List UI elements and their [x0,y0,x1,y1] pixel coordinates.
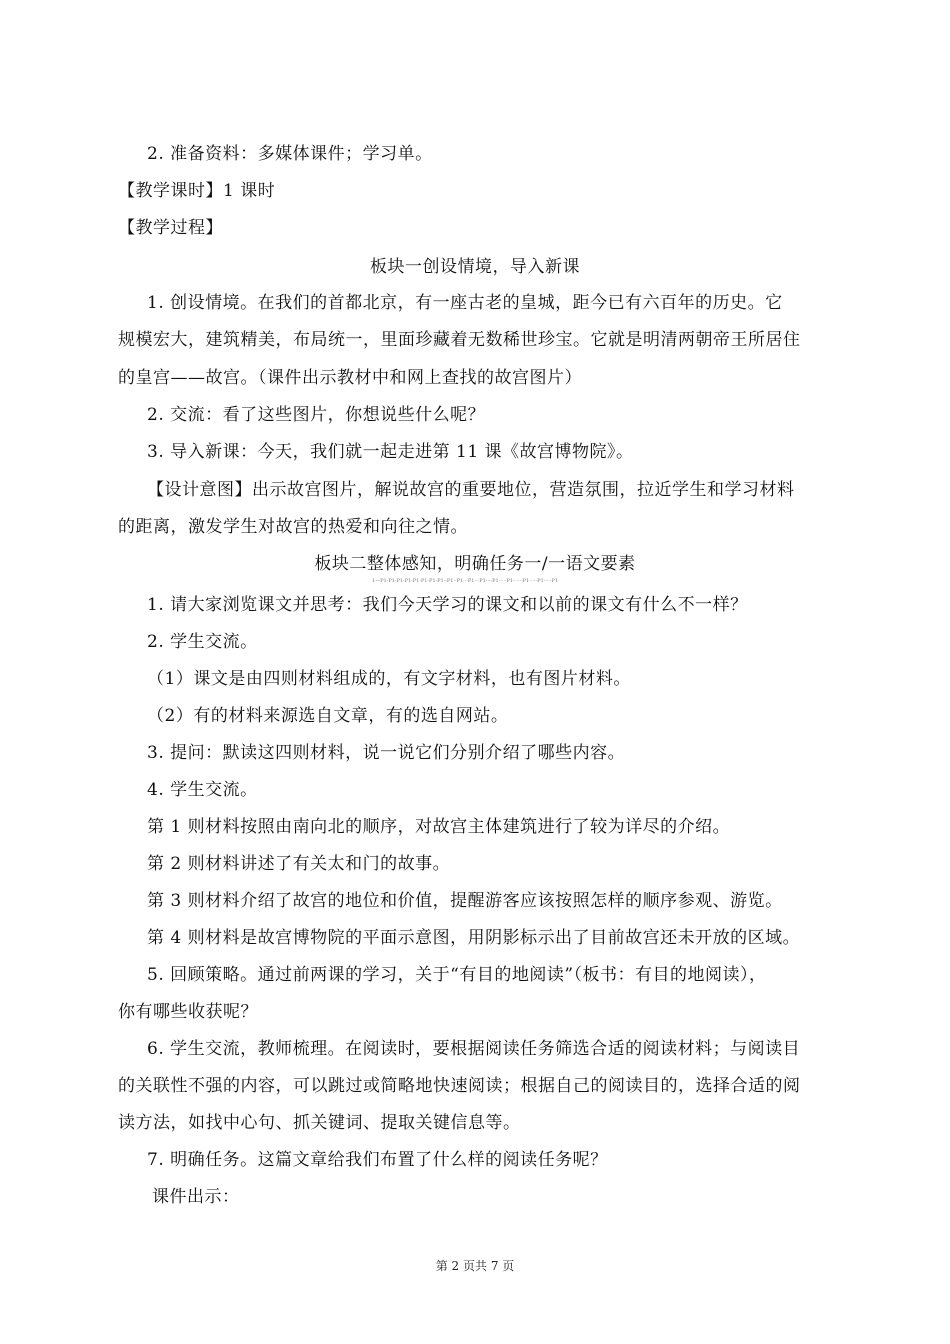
design-intent-line: 【设计意图】出示故宫图片，解说故宫的重要地位，营造氛围，拉近学生和学习材料 [147,480,795,500]
paragraph-line: 1. 请大家浏览课文并思考：我们今天学习的课文和以前的课文有什么不一样？ [147,595,748,615]
paragraph-line: 2. 学生交流。 [147,632,258,652]
paragraph-line: 7. 明确任务。这篇文章给我们布置了什么样的阅读任务呢？ [147,1150,608,1170]
paragraph-line: 2. 交流：看了这些图片，你想说些什么呢？ [147,405,486,425]
paragraph-line: （1）课文是由四则材料组成的，有文字材料，也有图片材料。 [147,669,631,689]
paragraph-line: 1. 创设情境。在我们的首都北京，有一座古老的皇城，距今已有六百年的历史。它 [147,293,783,313]
paragraph-line: 3. 提问：默读这四则材料，说一说它们分别介绍了哪些内容。 [147,743,626,763]
section-heading-process: 【教学过程】 [118,218,223,238]
block-title-2: 板块二整体感知，明确任务一/一语文要素 [314,554,636,574]
paragraph-line: 第 3 则材料介绍了故宫的地位和价值，提醒游客应该按照怎样的顺序参观、游览。 [147,891,783,911]
paragraph-line: 课件出示： [152,1187,240,1207]
paragraph-line: 读方法，如找中心句、抓关键词、提取关键信息等。 [118,1113,521,1133]
paragraph-line: 第 4 则材料是故宫博物院的平面示意图，用阴影标示出了目前故宫还未开放的区域。 [147,928,801,948]
block-title-1: 板块一创设情境，导入新课 [370,257,580,277]
paragraph-line: 的皇宫——故宫。（课件出示教材中和网上查找的故宫图片） [118,368,582,388]
paragraph-line: 规模宏大，建筑精美，布局统一，里面珍藏着无数稀世珍宝。它就是明清两朝帝王所居住 [118,330,801,350]
paragraph-line: 你有哪些收获呢？ [118,1002,258,1022]
paragraph-line: 5. 回顾策略。通过前两课的学习，关于“有目的地阅读”（板书：有目的地阅读）， [147,965,767,985]
paragraph-line: 3. 导入新课：今天，我们就一起走进第 11 课《故宫博物院》。 [147,442,634,462]
paragraph-line: 6. 学生交流，教师梳理。在阅读时，要根据阅读任务筛选合适的阅读材料；与阅读目 [147,1039,801,1059]
paragraph-line: 第 2 则材料讲述了有关太和门的故事。 [147,854,451,874]
paragraph-line: 的距离，激发学生对故宫的热爱和向往之情。 [118,517,468,537]
paragraph-line: 4. 学生交流。 [147,780,258,800]
tiny-annotation: 1—P1·P1·P1·P1·P1·P1·P1·P1··P1··P1···P1···P1····P1·····P1······P1·····P1·····P1 [372,578,559,584]
paragraph-line: 的关联性不强的内容，可以跳过或简略地快速阅读；根据自己的阅读目的，选择合适的阅 [118,1076,801,1096]
paragraph-line: 2. 准备资料：多媒体课件；学习单。 [147,144,433,164]
paragraph-line: 第 1 则材料按照由南向北的顺序，对故宫主体建筑进行了较为详尽的介绍。 [147,817,731,837]
page-footer: 第 2 页共 7 页 [435,1259,515,1273]
paragraph-line: （2）有的材料来源选自文章，有的选自网站。 [147,706,509,726]
section-heading-class-hours: 【教学课时】1 课时 [118,181,276,201]
